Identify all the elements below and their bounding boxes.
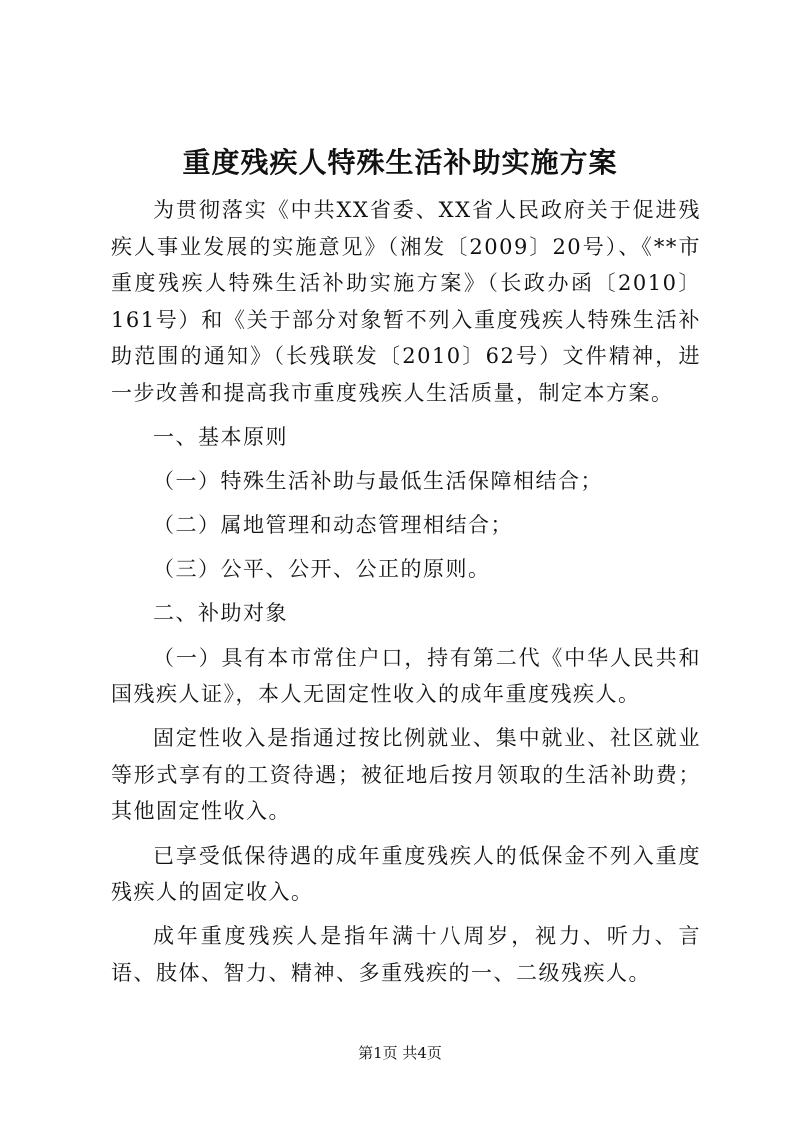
list-item: （三）公平、公开、公正的原则。 xyxy=(153,557,491,582)
list-item: （一）具有本市常住户口，持有第二代《中华人民共和国残疾人证》，本人无固定性收入的成年重度残疾人。 xyxy=(111,645,701,707)
paragraph: 固定性收入是指通过按比例就业、集中就业、社区就业等形式享有的工资待遇；被征地后按月领取的生活补助费；其他固定性收入。 xyxy=(111,726,701,824)
list-item: （一）特殊生活补助与最低生活保障相结合； xyxy=(153,469,603,494)
section-heading: 二、补助对象 xyxy=(153,601,288,626)
section-heading: 一、基本原则 xyxy=(153,425,288,450)
page-number-label: 第1页 共4页 xyxy=(358,1044,442,1062)
paragraph: 成年重度残疾人是指年满十八周岁，视力、听力、言语、肢体、智力、精神、多重残疾的一、二级残疾人。 xyxy=(111,924,701,985)
list-item: （二）属地管理和动态管理相结合； xyxy=(153,513,513,538)
document-title: 重度残疾人特殊生活补助实施方案 xyxy=(182,146,618,179)
document-body xyxy=(111,192,701,999)
paragraph: 为贯彻落实《中共XX省委、XX省人民政府关于促进残疾人事业发展的实施意见》（湘发〔2009〕20号）、《**市重度残疾人特殊生活补助实施方案》（长政办函〔2010〕161号）和《关于部分对象暂不列入重度残疾人特殊生活补助范围的通知》（长残联发〔2010〕62号）文件精神，进一步改善和提高我市重度残疾人生活质量，制定本方案。 xyxy=(111,198,701,405)
paragraph: 已享受低保待遇的成年重度残疾人的低保金不列入重度残疾人的固定收入。 xyxy=(111,843,701,905)
page-footer xyxy=(0,1043,800,1063)
